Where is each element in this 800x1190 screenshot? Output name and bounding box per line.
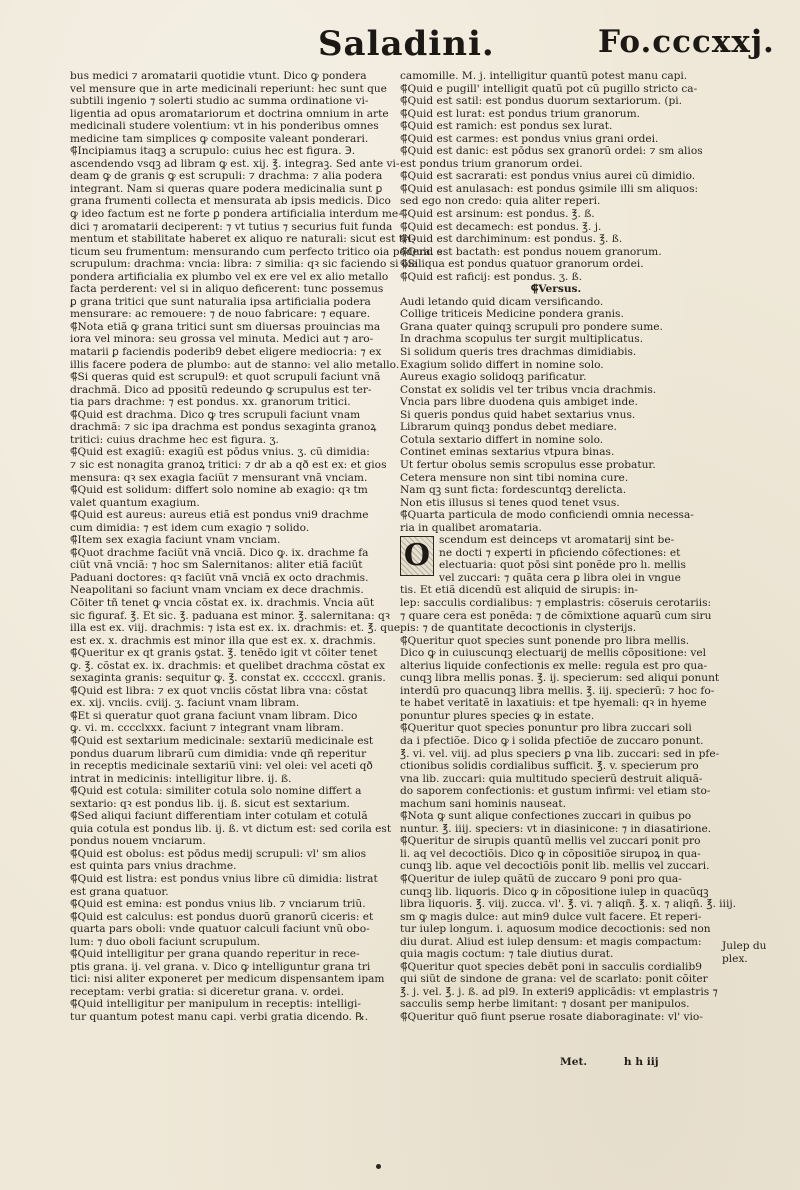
text-line: grana frumenti collecta et mensurata ab ipsis medicis. Dico (70, 195, 391, 208)
text-line: ⁊ quare cera est ponẽda: ⁊ de cõmixtione aquarũ cum siru (400, 609, 712, 622)
text-line: tur iulep longum. i. aquosum modice decoctionis: sed non (400, 923, 711, 936)
verse-line: Exagium solido differt in nomine solo. (400, 358, 604, 371)
text-line: ⸿Quid est drachma. Dico ꝙ tres scrupuli faciunt vnam (70, 408, 361, 421)
text-line: est quinta pars vnius drachme. (70, 860, 237, 873)
text-line: facta perderent: vel si in aliquo deficerent: tunc possemus (70, 283, 384, 296)
text-line: quia magis coctum: ⁊ tale diutius durat. (400, 948, 614, 961)
text-line: ⸿Quid est anulasach: est pondus ꝯsimile illi sm aliquos: (400, 182, 699, 195)
running-head (0, 14, 800, 70)
verse-line: Si queris pondus quid habet sextarius vnus. (400, 408, 636, 421)
text-line: ⸿Quid est bactath: est pondus nouem granorum. (400, 245, 662, 258)
text-line: subtili ingenio ⁊ solerti studio ac summa ordinatione vi- (70, 95, 369, 108)
text-line: mensura: qꝛ sex exagia faciũt ⁊ mensurant vnã vnciam. (70, 471, 368, 484)
verse-line: Constat ex solidis vel ter tribus vncia drachmis. (400, 383, 657, 396)
text-line: intrat in medicinis: intelligitur libre. ij. ß. (70, 772, 292, 785)
verse-line: Aureus exagio solidoqꝫ parificatur. (400, 371, 587, 384)
text-line: sic figuraf. ℥. Et sic. ℥. paduana est minor. ℥. salernitana: qꝛ (70, 609, 390, 622)
text-line: nuntur. ℥. iiij. speciers: vt in diasinicone: ⁊ in diasatirione. (400, 822, 712, 835)
text-line: ⸿Queritur quot species sunt ponende pro libra mellis. (400, 634, 690, 647)
text-line: bus medici ⁊ aromatarii quotidie vtunt. Dico ꝙ pondera (70, 70, 367, 82)
text-line: ⸿Siliqua est pondus quatuor granorum ordei. (400, 258, 644, 271)
verse-heading: ⸿Versus. (530, 283, 582, 296)
text-line: electuaria: quot pōsi sint ponẽde pro lı. mellis (439, 559, 686, 572)
text-line: do saporem confectionis: et gustum infirmi: vel etiam sto- (400, 785, 711, 798)
text-line: ⸿Quid est libra: ⁊ ex quot vnciis cõstat libra vna: cõstat (70, 684, 368, 697)
page-dot (376, 1164, 381, 1169)
text-line: ⸿Quid est exagiũ: exagiũ est pōdus vnius. ʒ. cũ dimidia: (70, 446, 370, 459)
text-line: ⸿Quid est obolus: est pōdus medij scrupuli: vl' sm alios (70, 847, 367, 860)
text-line: lep: sacculis cordialibus: ⁊ emplastris: cõseruis cerotariis: (400, 596, 712, 609)
text-line: Dico ꝙ in cuiuscunqꝫ electuarij de mellis cõpositione: vel (400, 647, 707, 660)
text-line: pis: ⁊ de quantitate decoctionis in clysterijs. (400, 622, 637, 635)
text-line: ⸿Quid intelligitur per grana quando reperitur in rece- (70, 948, 360, 961)
text-line: ⸿Si queras quid est scrupul9: et quot scrupuli faciunt vnã (70, 371, 381, 384)
text-line: ex. xij. vnciis. cviij. ʒ. faciunt vnam libram. (70, 697, 300, 710)
verse-line: Collige triticeis Medicine pondera granis. (400, 308, 624, 321)
text-line: mentum et stabilitate haberet ex aliquo re naturali: sicut est tri- (70, 233, 415, 246)
text-line: Cõiter tñ tenet ꝙ vncia cõstat ex. ix. drachmis. Vncia aũt (70, 596, 375, 609)
text-line: ⸿Queritur de sirupis quantũ mellis vel zuccari ponit pro (400, 835, 701, 848)
text-line: iora vel minora: seu grossa vel minuta. Medici aut ⁊ aro- (70, 333, 374, 346)
text-line: ⸿Quid est satil: est pondus duorum sextariorum. (pi. (400, 95, 683, 108)
text-line: ⸿Nota ꝙ sunt alique confectiones zuccari in quibus po (400, 810, 692, 823)
text-line: ligentia ad opus aromatariorum et doctrina omnium in arte (70, 107, 389, 120)
text-line: cunqꝫ libra mellis ponas. ℥. ij. specierum: sed aliqui ponunt (400, 672, 720, 685)
text-line: ⸿Quid est lurat: est pondus trium granorum. (400, 107, 640, 120)
initial-paragraph (400, 534, 712, 634)
text-line: ⸿Nota etiã ꝙ grana tritici sunt sm diuersas prouincias ma (70, 320, 381, 333)
text-line: ⸿Quid est arsinum: est pondus. ℥. ß. (400, 208, 595, 221)
text-line: mensurare: ac remouere: ⁊ de nouo fabricare: ⁊ equare. (70, 308, 371, 321)
text-line: ℥. vi. vel. viij. ad plus speciers ꝑ vna lib. zuccari: sed in pfe- (400, 747, 720, 760)
quarta-particula-heading (400, 509, 712, 534)
text-line: ctionibus solidis cordialibus sufficit. ℥. v. specierum pro (400, 760, 699, 773)
text-line: tur quantum potest manu capi. verbi gratia dicendo. ℞. (70, 1011, 369, 1024)
verse-line: Cetera mensure non sint tibi nomina cure. (400, 471, 629, 484)
verse-line: Continet eminas sextarius vtpura binas. (400, 446, 615, 459)
text-line: cum dimidia: ⁊ est idem cum exagio ⁊ solido. (70, 521, 310, 534)
text-line: ⸿Queritur quot species ponuntur pro libra zuccari soli (400, 722, 692, 735)
text-line: libra liquoris. ℥. viij. zucca. vl'. ℥. vi. ⁊ aliqñ. ℥. x. ⁊ aliqñ. ℥. iiij. (400, 898, 736, 911)
decorated-initial (400, 536, 434, 576)
text-line: ⸿Quid est cotula: similiter cotula solo nomine differt a (70, 785, 362, 798)
text-line: ꝙ. vi. m. cccclxxx. faciunt ⁊ integrant vnam libram. (70, 722, 344, 735)
text-line: tis. Et etiã dicendũ est aliquid de sirupis: in- (400, 584, 638, 597)
text-line: ⸿Quid est sextarium medicinale: sextariũ medicinale est (70, 734, 374, 747)
text-line: ⸿Quid est carmes: est pondus vnius grani ordei. (400, 132, 659, 145)
right-column-weights-list (400, 70, 712, 283)
verse-line: Non etis illusus si tenes quod tenet vsus. (400, 496, 620, 509)
text-line: drachmã: ⁊ sic ipa drachma est pondus sexaginta granoꝝ (70, 421, 377, 434)
initial-letter: O (403, 537, 431, 573)
text-line: ptis grana. ij. vel grana. v. Dico ꝙ intelliguntur grana tri (70, 960, 371, 973)
text-line: vel mensure que in arte medicinali reperiunt: hec sunt que (70, 82, 387, 95)
text-line: ⸿Quid est solidum: differt solo nomine ab exagio: qꝛ tm (70, 484, 368, 497)
text-line: pondus nouem vnciarum. (70, 835, 206, 848)
left-column (70, 70, 446, 1024)
text-line: valet quantum exagium. (70, 496, 200, 509)
text-line: sed ego non credo: quia aliter reperi. (400, 195, 601, 208)
margin-note-line: Julep du (722, 940, 767, 952)
text-line: ⸿Quid est raficij: est pondus. ʒ. ß. (400, 270, 583, 283)
text-line: alterius liquide confectionis ex melle: regula est pro qua- (400, 659, 708, 672)
text-line: ⸿Queritur ex qt granis ꝯstat. ℥. tenẽdo igit vt cõiter tenet (70, 647, 378, 660)
text-line: te habet veritatẽ in laxatiuis: et tpe hyemali: qꝛ in hyeme (400, 697, 707, 710)
text-line: sacculis semp herbe limitant: ⁊ dosant per manipulos. (400, 998, 690, 1011)
verse-line: Cotula sextario differt in nomine solo. (400, 433, 604, 446)
text-line: li. aq vel decoctiõis. Dico ꝙ in cõpositiõe sirupoꝝ in qua- (400, 847, 701, 860)
text-line: interdũ pro quacunqꝫ libra mellis. ℥. iij. specierũ: ⁊ hoc fo- (400, 684, 715, 697)
text-line: cunqꝫ lib. liquoris. Dico ꝙ in cõpositione iulep in quacũqꝫ (400, 885, 709, 898)
verse-line: Si solidum queris tres drachmas dimidiabis. (400, 346, 637, 359)
text-line: ⸿Quot drachme faciũt vnã vnciã. Dico ꝙ. ix. drachme fa (70, 546, 369, 559)
text-line: ꝙ. ℥. cõstat ex. ix. drachmis: et quelibet drachma cõstat ex (70, 659, 385, 672)
heading-line: ria in qualibet aromataria. (400, 521, 542, 534)
text-line: ticum seu frumentum: mensurando cum perfecto tritico oia podera. s. (70, 245, 446, 258)
text-line: ⸿Queritur quõ fiunt pserue rosate diaboraginate: vl' vio- (400, 1011, 703, 1024)
verse-line: Ut fertur obolus semis scropulus esse probatur. (400, 458, 656, 471)
margin-note-line: plex. (722, 952, 748, 965)
text-line: ⸿Incipiamus itaqꝫ a scrupulo: cuius hec est figura. ℈. (70, 145, 356, 158)
text-line: vel zuccari: ⁊ quãta cera ꝑ libra olei in vngue (439, 571, 681, 584)
text-line: ⸿Sed aliqui faciunt differentiam inter cotulam et cotulã (70, 810, 368, 823)
text-line: scendum est deinceps vt aromatarij sint be- (439, 534, 675, 547)
signature-mark: Met. h h iij (560, 1056, 659, 1068)
text-line: quarta pars oboli: vnde quatuor calculi faciunt vnũ obo- (70, 923, 370, 936)
text-line: ⸿Quid est emina: est pondus vnius lib. ⁊ vnciarum triũ. (70, 898, 366, 911)
text-line: ne docti ⁊ experti in pficiendo cõfectiones: et (439, 546, 681, 559)
text-line: medicine tam simplices ꝙ composite valeant ponderari. (70, 132, 369, 145)
text-line: ⸿Quid est decamech: est pondus. ℥. j. (400, 220, 602, 233)
text-line: scrupulum: drachma: vncia: libra: ⁊ similia: qꝛ sic faciendo si oia (70, 258, 418, 271)
text-line: ⸿Quid est aureus: aureus etiã est pondus vni9 drachme (70, 509, 369, 522)
text-line: ⸿Queritur quot species debẽt poni in sacculis cordialib9 (400, 960, 702, 973)
text-line: deam ꝙ de granis ꝙ est scrupuli: ⁊ drachma: ⁊ alia podera (70, 170, 383, 183)
text-line: camomille. M. j. intelligitur quantũ potest manu capi. (400, 70, 688, 82)
verse-line: In drachma scopulus ter surgit multiplicatus. (400, 333, 644, 346)
text-line: ⸿Quid e pugill' intelligit quatũ pot cũ pugillo stricto ca- (400, 82, 698, 95)
text-line: tritici: cuius drachme hec est figura. ʒ. (70, 433, 279, 446)
verse-line: Vncia pars libre duodena quis ambiget inde. (400, 396, 638, 409)
text-line: illis facere podera de plumbo: aut de stanno: vel alio metallo. (70, 358, 400, 371)
folio-number: Fo.cccxxj. (598, 24, 775, 60)
text-line: ascendendo vsqꝫ ad libram ꝙ est. xij. ℥. integraꝫ. Sed ante vi- (70, 157, 400, 170)
verse-line: Audi letando quid dicam versificando. (400, 295, 604, 308)
text-line: diu durat. Aliud est iulep densum: et magis compactum: (400, 935, 702, 948)
text-line: ⸿Et si queratur quot grana faciunt vnam libram. Dico (70, 709, 358, 722)
text-line: est ex. x. drachmis est minor illa que est ex. x. drachmis. (70, 634, 376, 647)
text-line: vna lib. zuccari: quia multitudo specierũ destruit aliquã- (400, 772, 703, 785)
text-line: integrant. Nam si queras quare podera medicinalia sunt ꝑ (70, 182, 383, 195)
text-line: sextario: qꝛ est pondus lib. ij. ß. sicut est sextarium. (70, 797, 350, 810)
text-line: quia cotula est pondus lib. ij. ß. vt dictum est: sed corila est (70, 822, 392, 835)
text-line: est grana quatuor. (70, 885, 169, 898)
text-line: pondera artificialia ex plumbo vel ex ere vel ex alio metallo (70, 270, 389, 283)
text-line: ⸿Quid est calculus: est pondus duorũ granorũ ciceris: et (70, 910, 374, 923)
text-line: ⁊ sic est nonagita granoꝝ tritici: ⁊ dr ab a qð est ex: et gios (70, 458, 387, 471)
verse-line: Nam qꝫ sunt ficta: fordescuntqꝫ derelicta. (400, 484, 627, 497)
verse-block (400, 296, 712, 509)
text-line: ⸿Quid intelligitur per manipulum in receptis: intelligi- (70, 998, 361, 1011)
text-line: ⸿Quid est sacrarati: est pondus vnius aurei cũ dimidio. (400, 170, 696, 183)
text-line: sexaginta granis: sequitur ꝙ. ℥. constat ex. cccccxl. granis. (70, 672, 386, 685)
text-line: machum sani hominis nauseat. (400, 797, 566, 810)
text-line: cunqꝫ lib. aque vel decoctiõis ponit lib. mellis vel zuccari. (400, 860, 710, 873)
text-line: ⸿Queritur de iulep quãtũ de zuccaro 9 poni pro qua- (400, 873, 682, 885)
margin-note (722, 940, 792, 965)
text-line: Neapolitani so faciunt vnam vnciam ex dece drachmis. (70, 584, 364, 597)
text-line: qui siũt de sindone de grana: vel de scarlato: ponit cõiter (400, 973, 708, 986)
text-line: sm ꝙ magis dulce: aut min9 dulce vult facere. Et reperi- (400, 910, 702, 923)
text-line: da i pfectiõe. Dico ꝙ i solida pfectiõe de zuccaro ponunt. (400, 734, 704, 747)
text-line: medicinali studere volentium: vt in his ponderibus omnes (70, 120, 379, 133)
text-line: ponuntur plures species ꝙ in estate. (400, 709, 595, 722)
text-line: receptam: verbi gratia: si diceretur grana. v. ordei. (70, 985, 344, 998)
text-line: dici ⁊ aromatarii deciperent: ⁊ vt tutius ⁊ securius fuit funda (70, 220, 393, 233)
text-line: ⸿Item sex exagia faciunt vnam vnciam. (70, 534, 281, 547)
verse-line: Grana quater quinqꝫ scrupuli pro pondere sume. (400, 320, 663, 333)
text-line: in receptis medicinale sextariũ vini: vel olei: vel aceti qð (70, 760, 373, 773)
text-line: Paduani doctores: qꝛ faciũt vnã vnciã ex octo drachmis. (70, 571, 369, 584)
text-line: ⸿Quid est danic: est pōdus sex granorũ ordei: ⁊ sm alios (400, 145, 703, 158)
text-line: illa est ex. viij. drachmis: ⁊ ista est ex. ix. drachmis: et. ℥. que (70, 622, 401, 635)
text-line: ⸿Quid est listra: est pondus vnius libre cũ dimidia: listrat (70, 873, 378, 885)
text-line: ℥. j. vel. ℥. j. ß. ad pl9. In exteri9 applicãdis: vt emplastris ⁊ (400, 985, 718, 998)
text-line: est pondus trium granorum ordei. (400, 157, 583, 170)
text-line: ꝑ grana tritici que sunt naturalia ipsa artificialia podera (70, 295, 371, 308)
text-line: pondus duarum librarũ cum dimidia: vnde qñ reperitur (70, 747, 367, 760)
text-line: drachmã. Dico ad ppositũ redeundo ꝙ scrupulus est ter- (70, 383, 372, 396)
text-line: ⸿Quid est ramich: est pondus sex lurat. (400, 120, 613, 133)
text-line: tici: nisi aliter exponeret per medicum dispensantem ipam (70, 973, 385, 986)
text-line: ⸿Quid est darchiminum: est pondus. ℥. ß. (400, 233, 623, 246)
heading-line: ⸿Quarta particula de modo conficiendi omnia necessa- (400, 509, 694, 522)
running-head-title: Saladini. (318, 24, 495, 64)
verse-line: Librarum quinqꝫ pondus debet mediare. (400, 421, 617, 434)
text-line: ciũt vnã vnciã: ⁊ hoc sm Salernitanos: aliter etiã faciũt (70, 559, 363, 572)
text-line: matarii ꝑ faciendis poderib9 debet eligere mediocria: ⁊ ex (70, 346, 382, 359)
text-line: ꝙ ideo factum est ne forte ꝑ pondera artificialia interdum me- (70, 208, 402, 221)
text-line: lum: ⁊ duo oboli faciunt scrupulum. (70, 935, 261, 948)
text-line: tia pars drachme: ⁊ est pondus. xx. granorum tritici. (70, 396, 351, 409)
